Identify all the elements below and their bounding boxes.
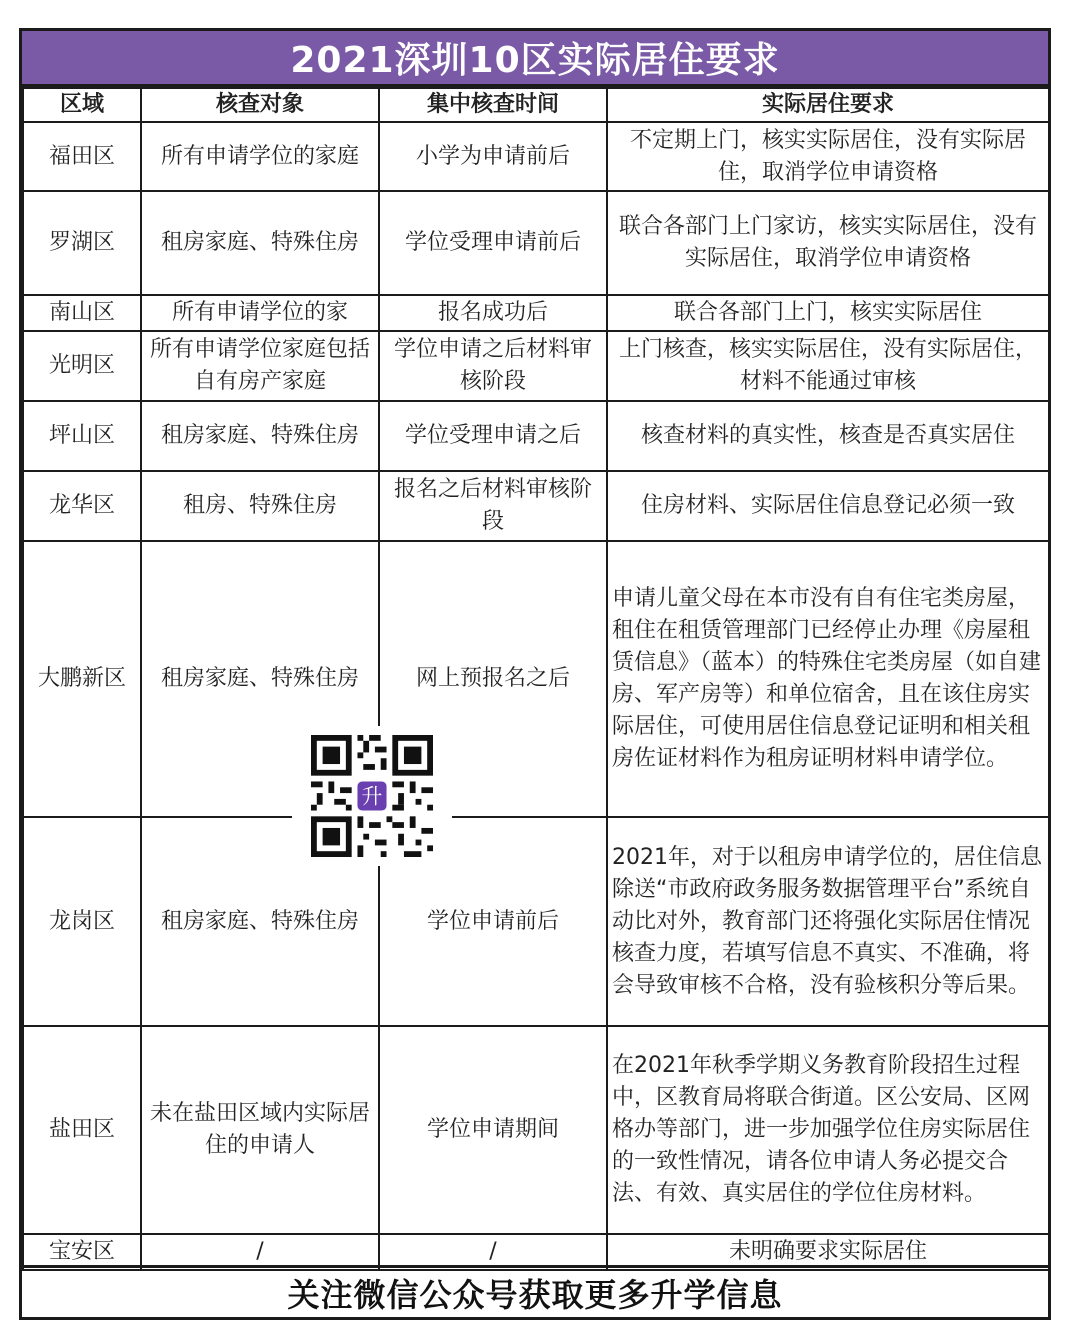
district-cell: 大鹏新区 (23, 541, 141, 817)
time-cell: 学位申请前后 (379, 817, 607, 1026)
table-row (23, 122, 1049, 191)
target-cell: 租房家庭、特殊住房 (141, 817, 379, 1026)
header-target: 核查对象 (141, 88, 379, 122)
target-cell: 租房家庭、特殊住房 (141, 401, 379, 471)
district-cell: 龙岗区 (23, 817, 141, 1026)
requirement-cell: 联合各部门上门，核实实际居住 (607, 295, 1049, 331)
requirement-cell: 联合各部门上门家访，核实实际居住，没有实际居住，取消学位申请资格 (607, 191, 1049, 295)
district-cell: 坪山区 (23, 401, 141, 471)
target-cell: 租房、特殊住房 (141, 471, 379, 541)
district-cell: 盐田区 (23, 1026, 141, 1234)
table-frame (19, 28, 1051, 1320)
requirement-cell: 住房材料、实际居住信息登记必须一致 (607, 471, 1049, 541)
page-title: 2021深圳10区实际居住要求 (22, 31, 1048, 87)
requirement-cell: 不定期上门，核实实际居住，没有实际居住，取消学位申请资格 (607, 122, 1049, 191)
target-cell: 所有申请学位的家 (141, 295, 379, 331)
district-cell: 罗湖区 (23, 191, 141, 295)
requirements-table (22, 87, 1050, 1271)
requirement-cell: 未明确要求实际居住 (607, 1234, 1049, 1270)
target-cell: 未在盐田区域内实际居住的申请人 (141, 1026, 379, 1234)
requirement-cell: 申请儿童父母在本市没有自有住宅类房屋，租住在租赁管理部门已经停止办理《房屋租赁信息》（蓝本）的特殊住宅类房屋（如自建房、军产房等）和单位宿舍，且在该住房实际居住，可使用居住信息登记证明和相关租房佐证材料作为租房证明材料申请学位。 (607, 541, 1049, 817)
table-row (23, 541, 1049, 817)
table-row (23, 1026, 1049, 1234)
target-cell: 租房家庭、特殊住房 (141, 191, 379, 295)
district-cell: 光明区 (23, 331, 141, 401)
district-cell: 福田区 (23, 122, 141, 191)
table-row (23, 191, 1049, 295)
district-cell: 龙华区 (23, 471, 141, 541)
time-cell: 报名成功后 (379, 295, 607, 331)
time-cell: 网上预报名之后 (379, 541, 607, 817)
requirement-cell: 上门核查，核实实际居住，没有实际居住，材料不能通过审核 (607, 331, 1049, 401)
header-requirement: 实际居住要求 (607, 88, 1049, 122)
footer-banner: 关注微信公众号获取更多升学信息 (22, 1265, 1048, 1317)
target-cell: / (141, 1234, 379, 1270)
header-time: 集中核查时间 (379, 88, 607, 122)
target-cell: 所有申请学位的家庭 (141, 122, 379, 191)
time-cell: 小学为申请前后 (379, 122, 607, 191)
time-cell: 报名之后材料审核阶段 (379, 471, 607, 541)
time-cell: / (379, 1234, 607, 1270)
district-cell: 宝安区 (23, 1234, 141, 1270)
header-row (23, 88, 1049, 122)
time-cell: 学位受理申请之后 (379, 401, 607, 471)
qr-badge-label: 升 (361, 784, 383, 809)
target-cell: 租房家庭、特殊住房 (141, 541, 379, 817)
qr-code-icon (292, 726, 452, 866)
requirement-cell: 在2021年秋季学期义务教育阶段招生过程中，区教育局将联合街道。区公安局、区网格办等部门，进一步加强学位住房实际居住的一致性情况，请各位申请人务必提交合法、有效、真实居住的学位住房材料。 (607, 1026, 1049, 1234)
time-cell: 学位申请之后材料审核阶段 (379, 331, 607, 401)
table-row (23, 295, 1049, 331)
requirement-cell: 核查材料的真实性，核查是否真实居住 (607, 401, 1049, 471)
table-row (23, 471, 1049, 541)
time-cell: 学位受理申请前后 (379, 191, 607, 295)
time-cell: 学位申请期间 (379, 1026, 607, 1234)
table-row (23, 401, 1049, 471)
table-row (23, 817, 1049, 1026)
header-district: 区域 (23, 88, 141, 122)
target-cell: 所有申请学位家庭包括自有房产家庭 (141, 331, 379, 401)
district-cell: 南山区 (23, 295, 141, 331)
table-row (23, 331, 1049, 401)
requirement-cell: 2021年，对于以租房申请学位的，居住信息除送“市政府政务服务数据管理平台”系统自动比对外，教育部门还将强化实际居住情况核查力度，若填写信息不真实、不准确，将会导致审核不合格，没有验核积分等后果。 (607, 817, 1049, 1026)
qr-code-graphic (306, 735, 438, 857)
